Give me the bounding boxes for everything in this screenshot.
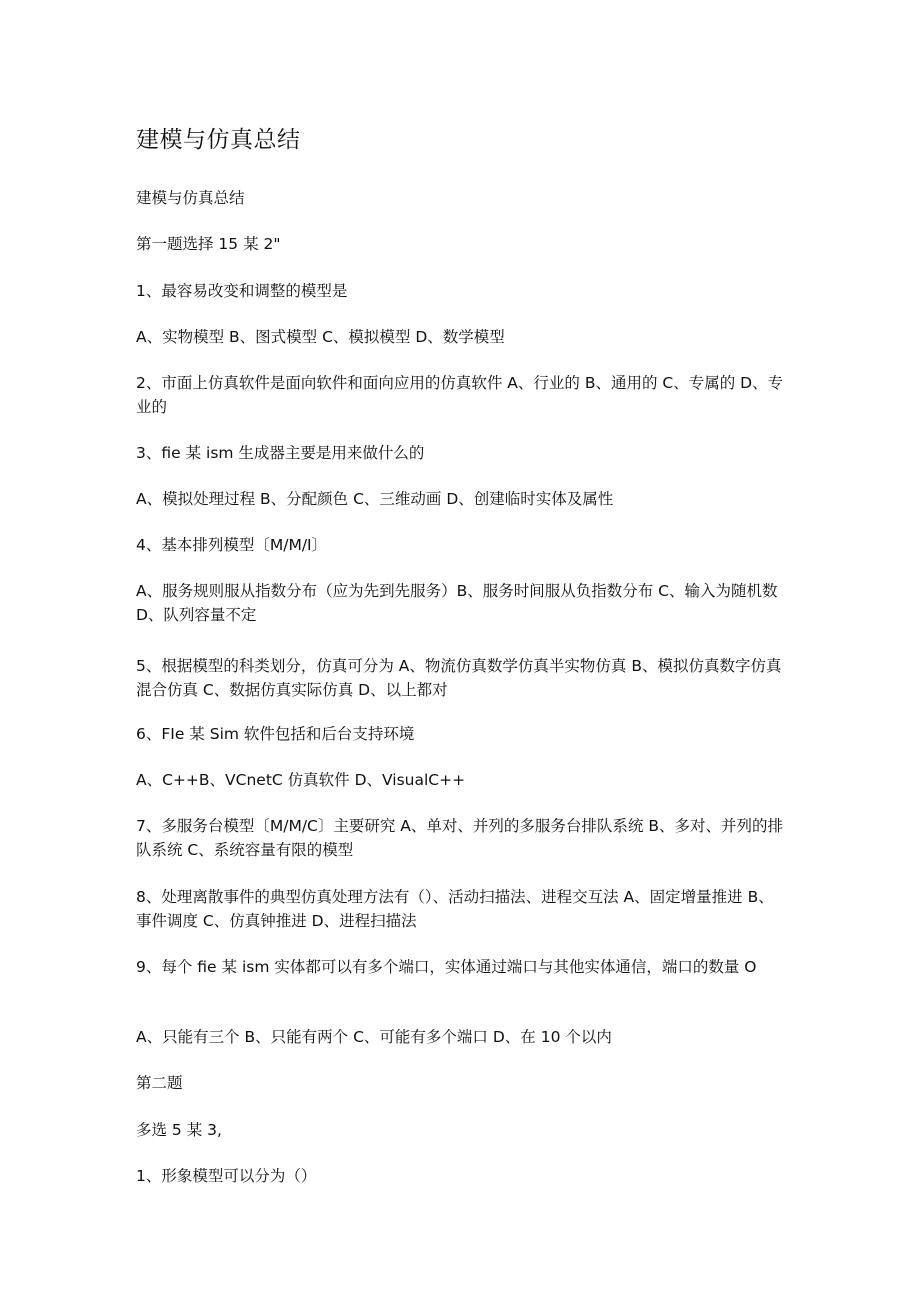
question-paragraph: 6、FIe 某 Sim 软件包括和后台支持环境: [136, 725, 415, 743]
section-heading-one: 第一题选择 15 某 2": [136, 235, 281, 253]
question-paragraph: 1、形象模型可以分为（）: [136, 1167, 317, 1185]
options-paragraph: A、模拟处理过程 B、分配颜色 C、三维动画 D、创建临时实体及属性: [136, 490, 614, 508]
options-paragraph: A、服务规则服从指数分布（应为先到先服务）B、服务时间服从负指数分布 C、输入为随机数 D、队列容量不定: [136, 582, 778, 624]
document-title: 建模与仿真总结: [136, 127, 301, 153]
options-paragraph: A、只能有三个 B、只能有两个 C、可能有多个端口 D、在 10 个以内: [136, 1028, 612, 1046]
question-paragraph: 2、市面上仿真软件是面向软件和面向应用的仿真软件 A、行业的 B、通用的 C、专属的 D、专业的: [136, 374, 784, 416]
options-paragraph: A、C++B、VCnetC 仿真软件 D、VisualC++: [136, 771, 466, 789]
options-paragraph: A、实物模型 B、图式模型 C、模拟模型 D、数学模型: [136, 328, 505, 346]
question-paragraph: 8、处理离散事件的典型仿真处理方法有（）、活动扫描法、进程交互法 A、固定增量推进 B、事件调度 C、仿真钟推进 D、进程扫描法: [136, 888, 774, 930]
question-paragraph: 4、基本排列模型〔M/M/I〕: [136, 536, 328, 554]
question-paragraph: 7、多服务台模型〔M/M/C〕主要研究 A、单对、并列的多服务台排队系统 B、多对、并列的排队系统 C、系统容量有限的模型: [136, 817, 783, 859]
section-heading-two: 第二题: [136, 1074, 183, 1092]
question-paragraph: 9、每个 fie 某 ism 实体都可以有多个端口，实体通过端口与其他实体通信，端口的数量 O: [136, 958, 757, 976]
subtitle-paragraph: 建模与仿真总结: [136, 189, 245, 207]
question-paragraph: 1、最容易改变和调整的模型是: [136, 282, 348, 300]
section-subheading: 多选 5 某 3,: [136, 1121, 222, 1139]
question-paragraph: 3、fie 某 ism 生成器主要是用来做什么的: [136, 444, 425, 462]
question-paragraph: 5、根据模型的科类划分，仿真可分为 A、物流仿真数学仿真半实物仿真 B、模拟仿真数字仿真混合仿真 C、数据仿真实际仿真 D、以上都对: [136, 657, 782, 699]
